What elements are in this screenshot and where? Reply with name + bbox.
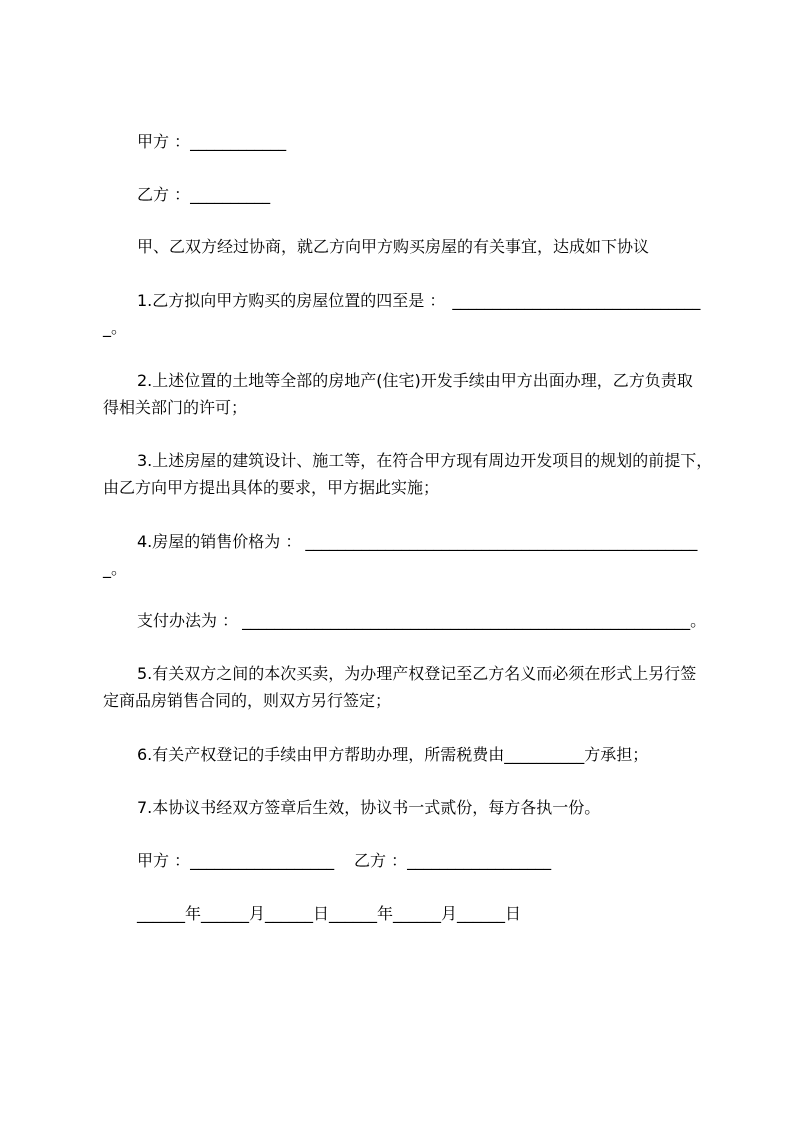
party-b-label: 乙方 ： [137,185,191,204]
date-line: ______年______月______日______年______月______日 [137,904,522,923]
clause-1-end: 。 [111,318,128,337]
preamble: 甲、乙双方经过协商，就乙方向甲方购买房屋的有关事宜，达成如下协议 [137,237,650,256]
clause-1-line-2 [103,314,700,341]
clause-5 [103,660,696,714]
signature-party-a [137,851,334,870]
clause-text: 上述房屋的建筑设计、施工等，在符合甲方现有周边开发项目的规划的前提下， [152,451,713,470]
signature-party-b-label: 乙方 ： [354,851,408,870]
party-b-blank: __________ [190,185,271,204]
clause-3-line-1 [103,447,712,474]
clause-text: 本协议书经双方签章后生效，协议书一式贰份，每方各执一份。 [152,798,601,817]
signature-party-b [354,847,551,874]
clause-number: 1. [137,291,153,310]
clause-text: 有关双方之间的本次买卖，为办理产权登记至乙方名义而必须在形式上另行签 [152,664,697,683]
clause-5-line-1 [103,660,696,687]
payment-end: 。 [690,611,707,630]
signature-line [137,847,567,874]
clause-number: 6. [137,745,153,764]
clause-number: 5. [137,664,153,683]
clause-number: 2. [137,371,153,390]
clause-text: 有关产权登记的手续由甲方帮助办理，所需税费由 [152,745,505,764]
clause-1-blank: _______________________________ [452,291,701,310]
signature-party-b-blank: __________________ [407,851,552,870]
clause-text-after: 方承担； [584,745,649,764]
clause-6 [137,741,648,768]
party-b-header [137,181,270,208]
clause-4 [103,528,697,582]
party-a-header [137,128,286,155]
clause-2 [103,367,693,421]
clause-text: 房屋的销售价格为 ： [152,532,302,551]
signature-party-a-blank: __________________ [190,851,335,870]
clause-2-line-2: 得相关部门的许可； [103,398,248,417]
clause-number: 7. [137,798,153,817]
clause-number: 3. [137,451,153,470]
clause-6-blank: __________ [504,745,585,764]
payment-blank: ________________________________________________________ [242,611,691,630]
clause-3-line-2: 由乙方向甲方提出具体的要求，甲方据此实施； [103,478,440,497]
clause-text: 上述位置的土地等全部的房地产(住宅)开发手续由甲方出面办理，乙方负责取 [152,371,693,390]
payment-method [137,607,706,634]
party-a-blank: ____________ [190,132,287,151]
clause-1-blank-continued: _ [103,318,111,337]
clause-5-line-2: 定商品房销售合同的，则双方另行签定； [103,691,392,710]
clause-1-line-1 [103,287,700,314]
clause-2-line-1 [103,367,693,394]
clause-4-line-2 [103,555,697,582]
clause-4-blank-continued: _ [103,559,111,578]
clause-number: 4. [137,532,153,551]
clause-4-line-1 [103,528,697,555]
clause-7 [137,794,600,821]
clause-4-blank: _________________________________________________ [305,532,698,551]
payment-label: 支付办法为 ： [137,611,239,630]
party-a-label: 甲方 ： [137,132,191,151]
clause-3 [103,447,712,501]
signature-party-a-label: 甲方 ： [137,851,191,870]
clause-1 [103,287,700,341]
clause-4-end: 。 [111,559,128,578]
clause-text: 乙方拟向甲方购买的房屋位置的四至是 ： [152,291,446,310]
